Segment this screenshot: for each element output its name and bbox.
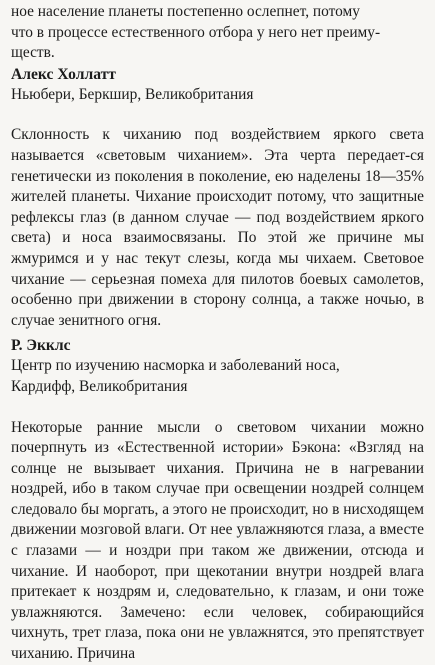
intro-paragraph — [11, 2, 424, 64]
spacer — [11, 398, 424, 418]
answer1-author: Алекс Холлатт — [11, 65, 116, 83]
spacer — [11, 105, 424, 125]
answer2-author: Р. Экклс — [11, 337, 71, 355]
answer2-affiliation-line2: Кардифф, Великобритания — [11, 377, 188, 395]
answer1-text: Склонность к чиханию под воздействием яркого света называется «световым чиханием». Эта черта передает-ся генетически из поколения в поколение, ею наделены 18—35% жителей планеты. Чихание происходит потому, что защитные рефлексы глаз (в данном случае — под воздействием яркого света) и носа взаимосвязаны. По этой же причине мы жмуримся и у нас текут слезы, когда мы чихаем. Световое чихание — серьезная помеха для пилотов боевых самолетов, особенно при движении в сторону солнца, а также ночью, в случае зенитного огня. — [11, 126, 424, 329]
answer2-affiliation-line1: Центр по изучению насморка и заболеваний носа, — [11, 357, 340, 375]
book-page — [0, 2, 435, 663]
intro-line: ществ. — [11, 44, 55, 62]
answer1-affiliation: Ньюбери, Беркшир, Великобритания — [11, 85, 254, 103]
answer2-text: Некоторые ранние мысли о световом чихании можно почерпнуть из «Естественной истории» Бэкона: «Взгляд на солнце не вызывает чихания. Причина не в нагревании ноздрей, ибо в таком случае при освещении ноздрей солнцем следовало бы моргать, а этого не происходит, но в нисходящем движении мозговой влаги. От нее увлажняются глаза, а вместе с глазами — и ноздри при таком же движении, отсюда и чихание. И наоборот, при щекотании внутри ноздрей влага притекает к ноздрям и, следовательно, к глазам, и они тоже увлажняются. Замечено: если человек, собирающийся чихнуть, трет глаза, пока они не увлажнятся, это препятствует чиханию. Причина — [11, 418, 425, 663]
intro-line: ное население планеты постепенно ослепнет, потому — [11, 3, 360, 20]
intro-line: что в процессе естественного отбора у него нет преиму- — [11, 23, 381, 41]
